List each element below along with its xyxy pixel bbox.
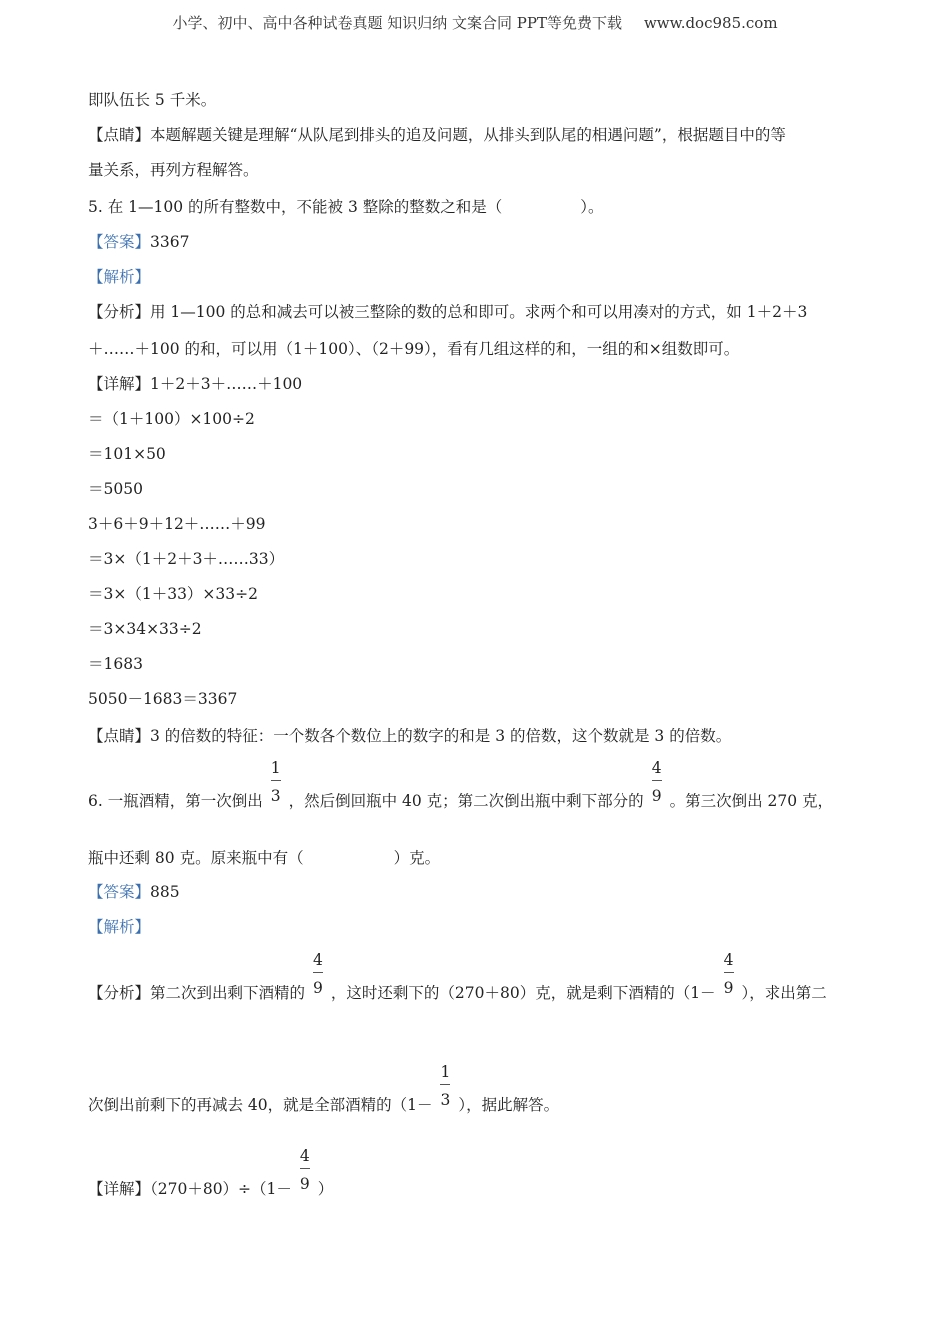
question-text: 瓶中还剩 80 克。原来瓶中有（	[88, 849, 304, 867]
detail-line	[88, 1147, 334, 1199]
analysis-line	[88, 951, 827, 1003]
fraction-one-third: $\frac{1}{3}$	[440, 1063, 451, 1109]
step-line: ＝1683	[88, 655, 143, 673]
analysis-text: 【分析】第二次到出剩下酒精的	[88, 984, 306, 1002]
step-line: ＝3×（1＋2＋3＋……33）	[88, 550, 285, 568]
detail-text: 【详解】（270＋80）÷（1－	[88, 1180, 292, 1198]
analysis-text: ，这时还剩下的（270＋80）克，就是剩下酒精的（1－	[330, 984, 716, 1002]
text-line: 【详解】1＋2＋3＋……＋100	[88, 375, 303, 393]
question-6-cont	[88, 848, 440, 868]
question-text: 5. 在 1—100 的所有整数中，不能被 3 整除的整数之和是（	[88, 198, 503, 216]
fraction-four-ninths: $\frac{4}{9}$	[313, 951, 323, 997]
analysis-tag: 【解析】	[88, 268, 151, 286]
step-line: ＝（1＋100）×100÷2	[88, 410, 255, 428]
fraction-four-ninths: $\frac{4}{9}$	[651, 759, 662, 805]
step-line: ＝101×50	[88, 445, 166, 463]
fraction-four-ninths: $\frac{4}{9}$	[723, 951, 734, 997]
page-header	[0, 12, 950, 33]
step-line: ＝3×（1＋33）×33÷2	[88, 585, 258, 603]
header-title: 小学、初中、高中各种试卷真题 知识归纳 文案合同 PPT等免费下载	[172, 14, 622, 32]
text-line: 即队伍长 5 千米。	[88, 91, 217, 109]
analysis-tag: 【解析】	[88, 918, 151, 936]
fraction-four-ninths: $\frac{4}{9}$	[299, 1147, 310, 1193]
step-line: 3＋6＋9＋12＋……＋99	[88, 515, 266, 533]
step-line: ＝3×34×33÷2	[88, 620, 202, 638]
text-line: 量关系，再列方程解答。	[88, 161, 259, 179]
text-line: 【点睛】3 的倍数的特征：一个数各个数位上的数字的和是 3 的倍数，这个数就是 3 的倍数。	[88, 727, 732, 745]
text-line: 【分析】用 1—100 的总和减去可以被三整除的数的总和即可。求两个和可以用凑对的方式，如 1＋2＋3	[88, 303, 808, 321]
question-text: 6. 一瓶酒精，第一次倒出	[88, 792, 263, 810]
answer-value: 3367	[150, 233, 190, 251]
question-text: ，然后倒回瓶中 40 克；第二次倒出瓶中剩下部分的	[288, 792, 644, 810]
step-line: 5050－1683＝3367	[88, 690, 238, 708]
answer-value: 885	[150, 883, 180, 901]
header-url[interactable]: www.doc985.com	[643, 14, 778, 32]
answer-tag: 【答案】	[88, 233, 151, 251]
question-text: ）。	[580, 198, 604, 216]
answer-tag: 【答案】	[88, 883, 151, 901]
text-line: 【点睛】本题解题关键是理解“从队尾到排头的追及问题，从排头到队尾的相遇问题”，根据题目中的等	[88, 126, 786, 144]
analysis-text: 次倒出前剩下的再减去 40，就是全部酒精的（1－	[88, 1096, 433, 1114]
analysis-text: ），据此解答。	[458, 1096, 560, 1114]
question-6	[88, 759, 834, 811]
question-5	[88, 197, 604, 217]
answer-line	[88, 882, 180, 902]
question-text: ）克。	[393, 849, 441, 867]
analysis-text: ），求出第二	[741, 984, 827, 1002]
analysis-line	[88, 1063, 560, 1115]
question-text: 。第三次倒出 270 克，	[669, 792, 834, 810]
text-line: ＋……＋100 的和，可以用（1＋100）、（2＋99），看有几组这样的和，一组的和×组数即可。	[88, 340, 740, 358]
step-line: ＝5050	[88, 480, 143, 498]
detail-text: ）	[317, 1180, 334, 1198]
fraction-one-third: $\frac{1}{3}$	[270, 759, 281, 805]
answer-line	[88, 232, 189, 252]
